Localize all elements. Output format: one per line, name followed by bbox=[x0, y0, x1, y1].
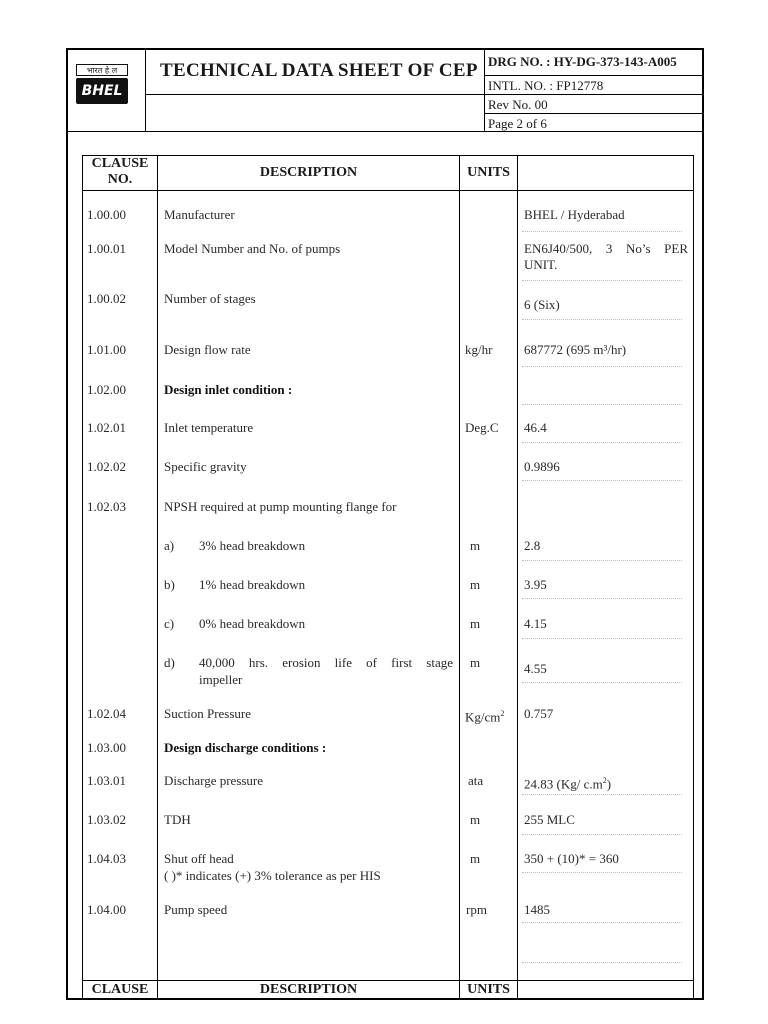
table-row bbox=[0, 577, 768, 595]
value-cell: 0.757 bbox=[524, 706, 554, 721]
footer-description: DESCRIPTION bbox=[259, 982, 358, 997]
table-row bbox=[0, 499, 768, 517]
clause-cell: 1.02.02 bbox=[87, 459, 126, 474]
sub-item-marker: b) bbox=[164, 577, 175, 592]
description-cell-continued: impeller bbox=[199, 672, 243, 687]
clause-cell: 1.02.00 bbox=[87, 382, 126, 397]
column-header-clause-line2: NO. bbox=[107, 172, 133, 187]
clause-cell: 1.04.00 bbox=[87, 902, 126, 917]
description-cell: Pump speed bbox=[164, 902, 228, 917]
description-cell: 3% head breakdown bbox=[199, 538, 306, 553]
units-cell: m bbox=[470, 577, 481, 592]
table-row bbox=[0, 538, 768, 556]
sub-item-marker: d) bbox=[164, 655, 175, 670]
units-superscript: 2 bbox=[500, 709, 505, 718]
clause-cell: 1.03.01 bbox=[87, 773, 126, 788]
table-row bbox=[0, 655, 768, 691]
value-text: 24.83 (Kg/ c.m bbox=[524, 776, 603, 792]
clause-cell: 1.01.00 bbox=[87, 342, 126, 357]
units-cell: m bbox=[470, 538, 481, 553]
value-cell: 3.95 bbox=[524, 577, 547, 592]
section-heading: Design discharge conditions : bbox=[164, 740, 327, 755]
table-row bbox=[0, 851, 768, 887]
column-header-clause bbox=[83, 156, 157, 188]
table-row bbox=[0, 902, 768, 920]
description-cell: Design flow rate bbox=[164, 342, 251, 357]
units-cell: m bbox=[470, 655, 481, 670]
column-header-units: UNITS bbox=[467, 165, 510, 180]
value-cell: 4.15 bbox=[524, 616, 547, 631]
sub-item-marker: a) bbox=[164, 538, 175, 553]
clause-cell: 1.00.02 bbox=[87, 291, 126, 306]
value-cell: 350 + (10)* = 360 bbox=[524, 851, 619, 866]
value-superscript: 2 bbox=[602, 776, 607, 785]
description-cell: Discharge pressure bbox=[164, 773, 264, 788]
description-cell: Model Number and No. of pumps bbox=[164, 241, 341, 256]
value-cell: 6 (Six) bbox=[524, 297, 560, 312]
value-cell: 46.4 bbox=[524, 420, 547, 435]
description-cell: 0% head breakdown bbox=[199, 616, 306, 631]
table-row bbox=[0, 812, 768, 830]
sub-item-marker: c) bbox=[164, 616, 175, 631]
value-cell: 2.8 bbox=[524, 538, 541, 553]
value-cell: EN6J40/500, 3 No’s PER bbox=[524, 241, 688, 256]
footer-units: UNITS bbox=[467, 982, 510, 997]
clause-cell: 1.02.04 bbox=[87, 706, 126, 721]
revision-number: Rev No. 00 bbox=[488, 97, 548, 112]
description-cell: Specific gravity bbox=[164, 459, 247, 474]
column-header-clause-line1: CLAUSE bbox=[91, 156, 149, 171]
units-cell: kg/hr bbox=[465, 342, 493, 357]
column-header-description: DESCRIPTION bbox=[259, 165, 358, 180]
units-cell: m bbox=[470, 616, 481, 631]
value-cell bbox=[524, 773, 611, 792]
clause-cell: 1.03.02 bbox=[87, 812, 126, 827]
description-note: ( )* indicates (+) 3% tolerance as per HIS bbox=[164, 868, 381, 883]
table-row bbox=[0, 459, 768, 477]
units-cell bbox=[465, 706, 504, 725]
description-cell: Suction Pressure bbox=[164, 706, 252, 721]
units-cell: Deg.C bbox=[465, 420, 499, 435]
table-row bbox=[0, 616, 768, 634]
bhel-logo-mark: BHEL bbox=[76, 78, 128, 104]
table-row bbox=[0, 740, 768, 758]
table-row bbox=[0, 773, 768, 791]
value-cell-continued: UNIT. bbox=[524, 257, 558, 272]
value-cell: BHEL / Hyderabad bbox=[524, 207, 625, 222]
description-cell: Shut off head bbox=[164, 851, 234, 866]
document-title: TECHNICAL DATA SHEET OF CEP bbox=[160, 60, 478, 81]
value-cell: 4.55 bbox=[524, 661, 547, 676]
description-cell: 1% head breakdown bbox=[199, 577, 306, 592]
page-number: Page 2 of 6 bbox=[488, 116, 547, 131]
company-logo bbox=[76, 64, 128, 104]
clause-cell: 1.02.01 bbox=[87, 420, 126, 435]
section-heading: Design inlet condition : bbox=[164, 382, 293, 397]
units-cell: m bbox=[470, 812, 481, 827]
units-cell: rpm bbox=[466, 902, 487, 917]
table-row bbox=[0, 207, 768, 225]
clause-cell: 1.00.01 bbox=[87, 241, 126, 256]
table-row bbox=[0, 241, 768, 277]
clause-cell: 1.03.00 bbox=[87, 740, 126, 755]
internal-number: INTL. NO. : FP12778 bbox=[488, 78, 604, 93]
table-row bbox=[0, 706, 768, 724]
clause-cell: 1.00.00 bbox=[87, 207, 126, 222]
footer-clause: CLAUSE bbox=[91, 982, 149, 997]
description-cell: Manufacturer bbox=[164, 207, 235, 222]
value-cell: 0.9896 bbox=[524, 459, 560, 474]
description-cell: Number of stages bbox=[164, 291, 256, 306]
units-text: Kg/cm bbox=[465, 709, 501, 725]
value-cell: 255 MLC bbox=[524, 812, 575, 827]
clause-cell: 1.04.03 bbox=[87, 851, 126, 866]
description-cell: TDH bbox=[164, 812, 191, 827]
drawing-number: DRG NO. : HY-DG-373-143-A005 bbox=[488, 54, 677, 69]
units-cell: ata bbox=[468, 773, 484, 788]
units-cell: m bbox=[470, 851, 481, 866]
table-row bbox=[0, 420, 768, 438]
value-cell: 687772 (695 m³/hr) bbox=[524, 342, 627, 357]
description-cell: Inlet temperature bbox=[164, 420, 254, 435]
description-cell: 40,000 hrs. erosion life of first stage bbox=[199, 655, 453, 670]
clause-cell: 1.02.03 bbox=[87, 499, 126, 514]
description-cell: NPSH required at pump mounting flange for bbox=[164, 499, 397, 514]
value-cell: 1485 bbox=[524, 902, 550, 917]
table-row bbox=[0, 382, 768, 400]
value-tail: ) bbox=[606, 776, 612, 792]
table-row bbox=[0, 342, 768, 360]
logo-hindi-text: भारत हे ल bbox=[76, 64, 128, 76]
table-row bbox=[0, 291, 768, 312]
